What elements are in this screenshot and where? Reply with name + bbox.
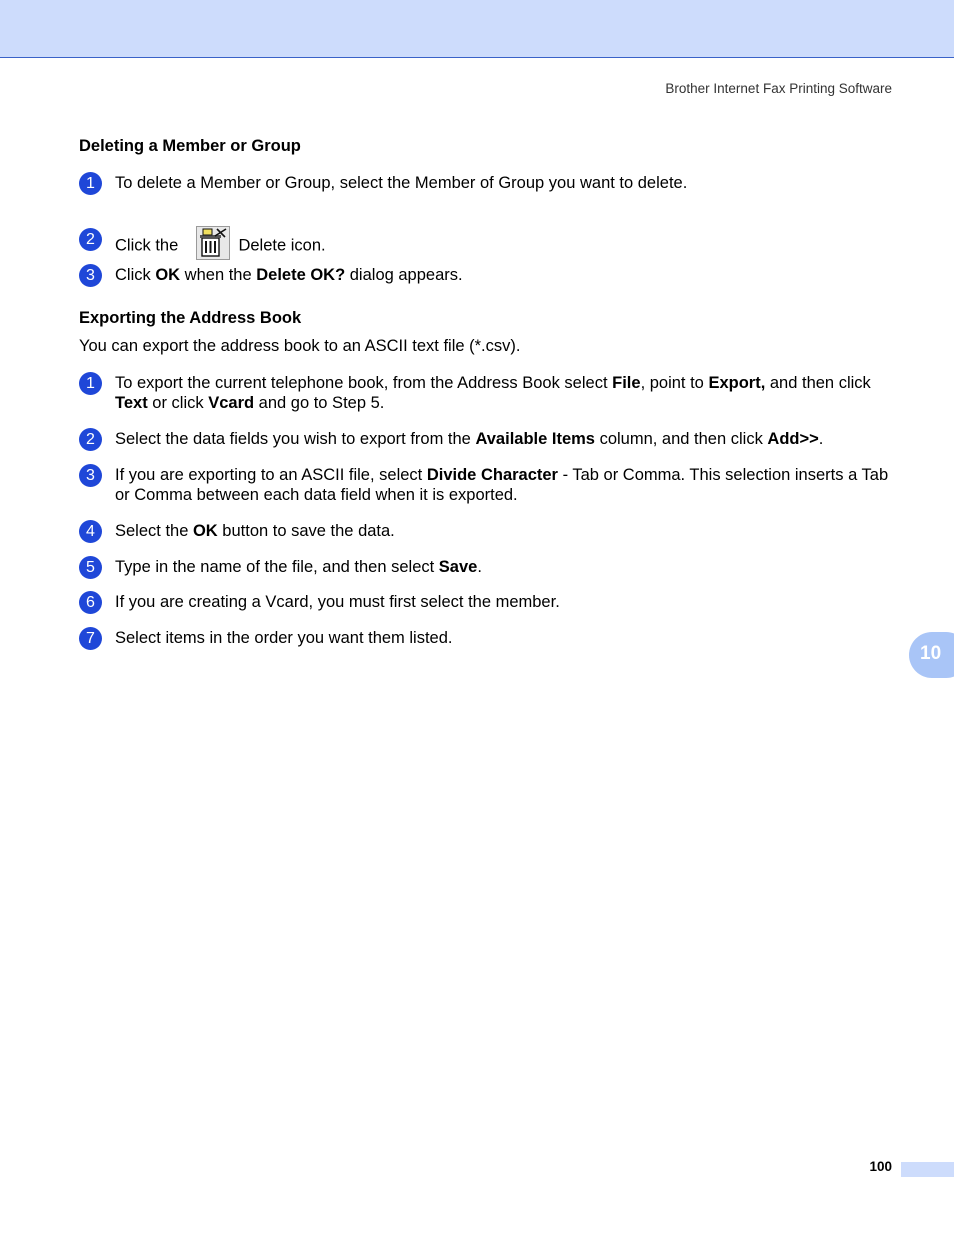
section-heading-delete: Deleting a Member or Group	[79, 137, 301, 155]
export-step-4	[79, 521, 894, 541]
step-number-badge: 3	[79, 464, 102, 487]
step-number-badge: 6	[79, 591, 102, 614]
export-step-5	[79, 557, 894, 577]
delete-step-1	[79, 173, 894, 193]
step-text: If you are creating a Vcard, you must first select the member.	[115, 593, 560, 611]
step-text: To delete a Member or Group, select the Member of Group you want to delete.	[115, 174, 688, 192]
export-intro: You can export the address book to an ASCII text file (*.csv).	[79, 337, 521, 355]
step-text: Select the OK button to save the data.	[115, 522, 395, 540]
export-step-3	[79, 465, 894, 505]
export-step-7	[79, 628, 894, 648]
step-number-badge: 4	[79, 520, 102, 543]
step-number-badge: 2	[79, 428, 102, 451]
export-step-2	[79, 429, 894, 449]
step-text: Select items in the order you want them listed.	[115, 629, 453, 647]
export-step-6	[79, 592, 894, 612]
step-text: Type in the name of the file, and then select Save.	[115, 558, 482, 576]
step-text-after: Delete icon.	[238, 236, 326, 255]
step-text-before: Click the	[115, 236, 179, 255]
step-number-badge: 5	[79, 556, 102, 579]
step-number-badge: 1	[79, 372, 102, 395]
delete-step-2	[79, 229, 894, 263]
delete-icon	[196, 226, 230, 260]
step-number-badge: 2	[79, 228, 102, 251]
step-number-badge: 3	[79, 264, 102, 287]
running-header: Brother Internet Fax Printing Software	[665, 81, 892, 96]
chapter-tab: 10	[909, 632, 954, 678]
step-text: Select the data fields you wish to export from the Available Items column, and then click Add>>.	[115, 430, 824, 448]
step-number-badge: 7	[79, 627, 102, 650]
delete-step-3	[79, 265, 894, 285]
footer-bar	[901, 1162, 954, 1177]
step-text: To export the current telephone book, from the Address Book select File, point to Export, and then click Text or click Vcard and go to Step 5.	[115, 374, 871, 412]
top-header-band	[0, 0, 954, 58]
step-number-badge: 1	[79, 172, 102, 195]
page-number: 100	[869, 1159, 892, 1174]
step-text: Click OK when the Delete OK? dialog appears.	[115, 266, 463, 284]
section-heading-export: Exporting the Address Book	[79, 309, 302, 327]
export-step-1	[79, 373, 894, 413]
step-text: If you are exporting to an ASCII file, select Divide Character - Tab or Comma. This selection inserts a Tab or Comma between each data field when it is exported.	[115, 466, 889, 504]
